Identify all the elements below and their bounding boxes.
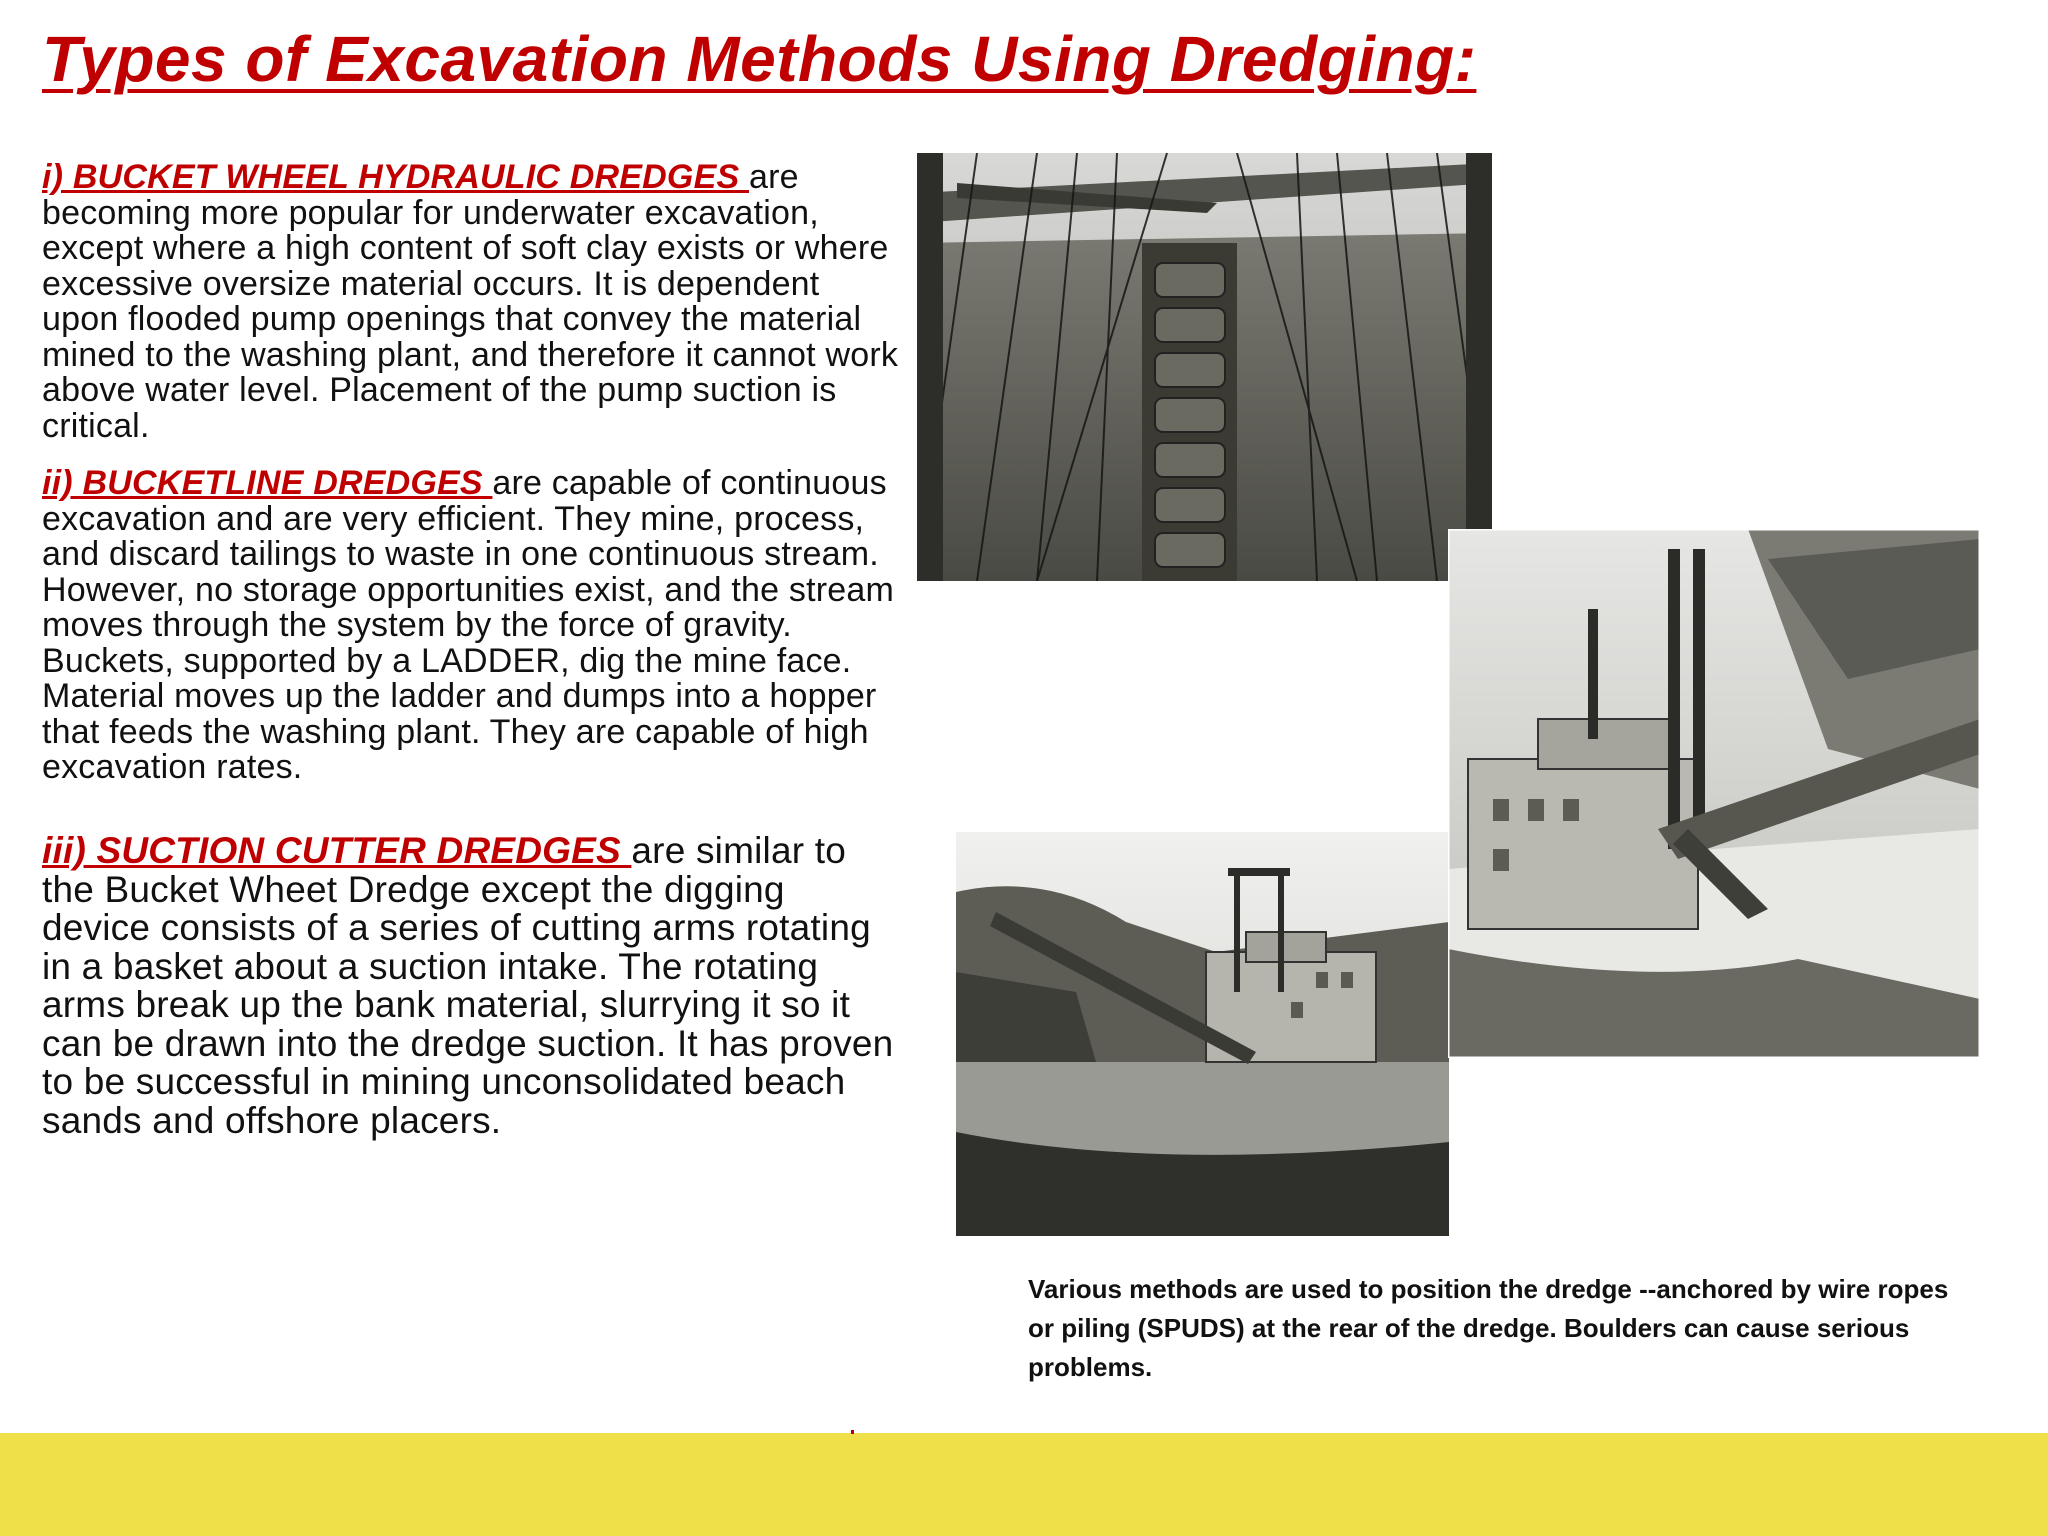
section-text-bucket-wheel: are becoming more popular for underwater excavation, except where a high content of soft clay exists or where excessive oversize material occurs. It is dependent upon flooded pump openings that convey the material mined to the washing plant, and therefore it cannot work above water level. Placement of the pump suction is critical. xyxy=(42,158,899,445)
section-bucketline xyxy=(42,466,902,786)
bucket-ladder-illustration xyxy=(917,153,1492,581)
section-heading-bucket-wheel: i) BUCKET WHEEL HYDRAULIC DREDGES xyxy=(42,158,749,196)
section-text-suction-cutter: are similar to the Bucket Wheet Dredge except the digging device consists of a series of cutting arms rotating in a basket about a suction intake. The rotating arms break up the bank material, slurrying it so it can be drawn into the dredge suction. It has proven to be successful in mining unconsolidated beach sands and offshore placers. xyxy=(42,830,894,1141)
section-heading-suction-cutter: iii) SUCTION CUTTER DREDGES xyxy=(42,830,632,871)
footer-band xyxy=(0,1433,2048,1536)
photo-caption: Various methods are used to position the dredge --anchored by wire ropes or piling (SPUDS) at the rear of the dredge. Boulders can cause serious problems. xyxy=(1028,1274,1949,1382)
river-dredge-illustration xyxy=(956,832,1449,1236)
footer-mark xyxy=(851,1430,854,1434)
slide-title: Types of Excavation Methods Using Dredging: xyxy=(42,23,1477,95)
river-dredge-photo xyxy=(956,832,1449,1236)
section-bucket-wheel xyxy=(42,160,902,444)
bucket-ladder-photo xyxy=(917,153,1492,581)
stacker-dredge-photo xyxy=(1448,529,1980,1058)
section-text-bucketline: are capable of continuous excavation and are very efficient. They mine, process, and discard tailings to waste in one continuous stream. However, no storage opportunities exist, and the stream moves through the system by the force of gravity. Buckets, supported by a LADDER, dig the mine face. Material moves up the ladder and dumps into a hopper that feeds the washing plant. They are capable of high excavation rates. xyxy=(42,464,895,786)
section-heading-bucketline: ii) BUCKETLINE DREDGES xyxy=(42,464,493,502)
stacker-dredge-illustration xyxy=(1448,529,1980,1058)
section-suction-cutter xyxy=(42,832,902,1140)
